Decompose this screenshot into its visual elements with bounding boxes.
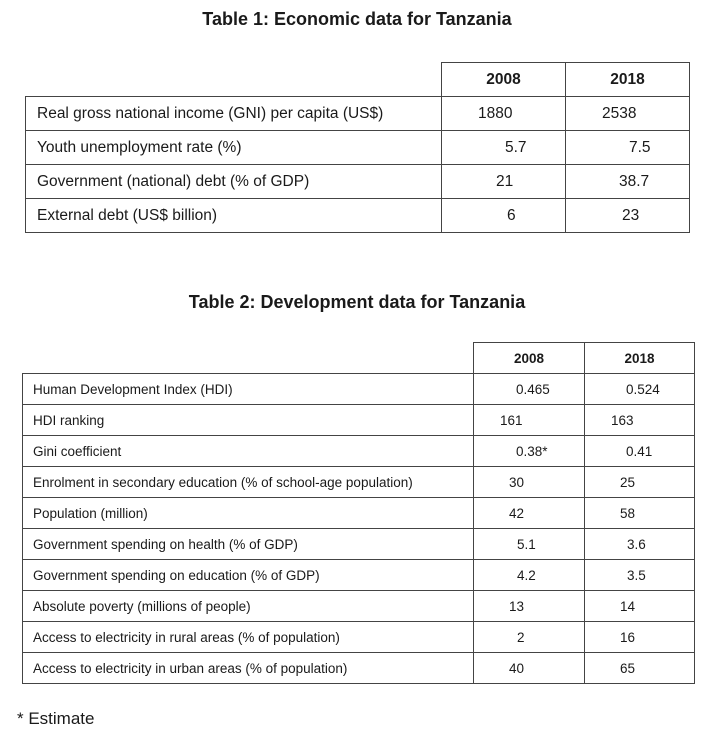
table-row [26, 199, 690, 233]
row-label: HDI ranking [23, 405, 474, 436]
development-data-table [22, 342, 695, 684]
row-label: Youth unemployment rate (%) [26, 131, 442, 165]
footnote: * Estimate [17, 709, 95, 728]
table-row [23, 529, 695, 560]
value-2008: 30 [474, 467, 585, 498]
table-row [23, 653, 695, 684]
value-2018: 58 [585, 498, 695, 529]
value-2008: 1880 [442, 97, 566, 131]
value-2008: 2 [474, 622, 585, 653]
economic-data-table [25, 62, 690, 233]
row-label: Government spending on education (% of GDP) [23, 560, 474, 591]
table2-title: Table 2: Development data for Tanzania [188, 292, 526, 312]
value-2008: 5.1 [474, 529, 585, 560]
value-2018: 7.5 [566, 131, 690, 165]
row-label: Government spending on health (% of GDP) [23, 529, 474, 560]
table-row [23, 560, 695, 591]
table-row [23, 622, 695, 653]
column-header-2008: 2008 [442, 63, 566, 97]
row-label: Gini coefficient [23, 436, 474, 467]
value-2018: 38.7 [566, 165, 690, 199]
value-2018: 65 [585, 653, 695, 684]
table-row [23, 591, 695, 622]
value-2018: 14 [585, 591, 695, 622]
column-header-2018: 2018 [566, 63, 690, 97]
row-label: Government (national) debt (% of GDP) [26, 165, 442, 199]
column-header-2008: 2008 [474, 343, 585, 374]
table-row [23, 405, 695, 436]
value-2018: 0.524 [585, 374, 695, 405]
value-2008: 13 [474, 591, 585, 622]
value-2008: 40 [474, 653, 585, 684]
table-row [26, 165, 690, 199]
value-2008: 6 [442, 199, 566, 233]
value-2018: 23 [566, 199, 690, 233]
value-2008: 0.38* [474, 436, 585, 467]
value-2008: 42 [474, 498, 585, 529]
value-2018: 2538 [566, 97, 690, 131]
table-row [23, 436, 695, 467]
column-header-2018: 2018 [585, 343, 695, 374]
empty-header-cell [26, 63, 442, 97]
empty-header-cell [23, 343, 474, 374]
value-2008: 21 [442, 165, 566, 199]
table-row [26, 131, 690, 165]
value-2008: 4.2 [474, 560, 585, 591]
table-header-row [26, 63, 690, 97]
table-header-row [23, 343, 695, 374]
table1-title: Table 1: Economic data for Tanzania [202, 9, 512, 29]
row-label: External debt (US$ billion) [26, 199, 442, 233]
table-row [23, 498, 695, 529]
row-label: Human Development Index (HDI) [23, 374, 474, 405]
value-2008: 161 [474, 405, 585, 436]
row-label: Access to electricity in urban areas (% of population) [23, 653, 474, 684]
row-label: Absolute poverty (millions of people) [23, 591, 474, 622]
value-2018: 3.6 [585, 529, 695, 560]
value-2008: 5.7 [442, 131, 566, 165]
value-2018: 16 [585, 622, 695, 653]
value-2018: 25 [585, 467, 695, 498]
value-2018: 163 [585, 405, 695, 436]
table-row [23, 374, 695, 405]
table-row [23, 467, 695, 498]
row-label: Real gross national income (GNI) per capita (US$) [26, 97, 442, 131]
value-2008: 0.465 [474, 374, 585, 405]
value-2018: 0.41 [585, 436, 695, 467]
row-label: Access to electricity in rural areas (% of population) [23, 622, 474, 653]
table-row [26, 97, 690, 131]
row-label: Enrolment in secondary education (% of school-age population) [23, 467, 474, 498]
row-label: Population (million) [23, 498, 474, 529]
value-2018: 3.5 [585, 560, 695, 591]
